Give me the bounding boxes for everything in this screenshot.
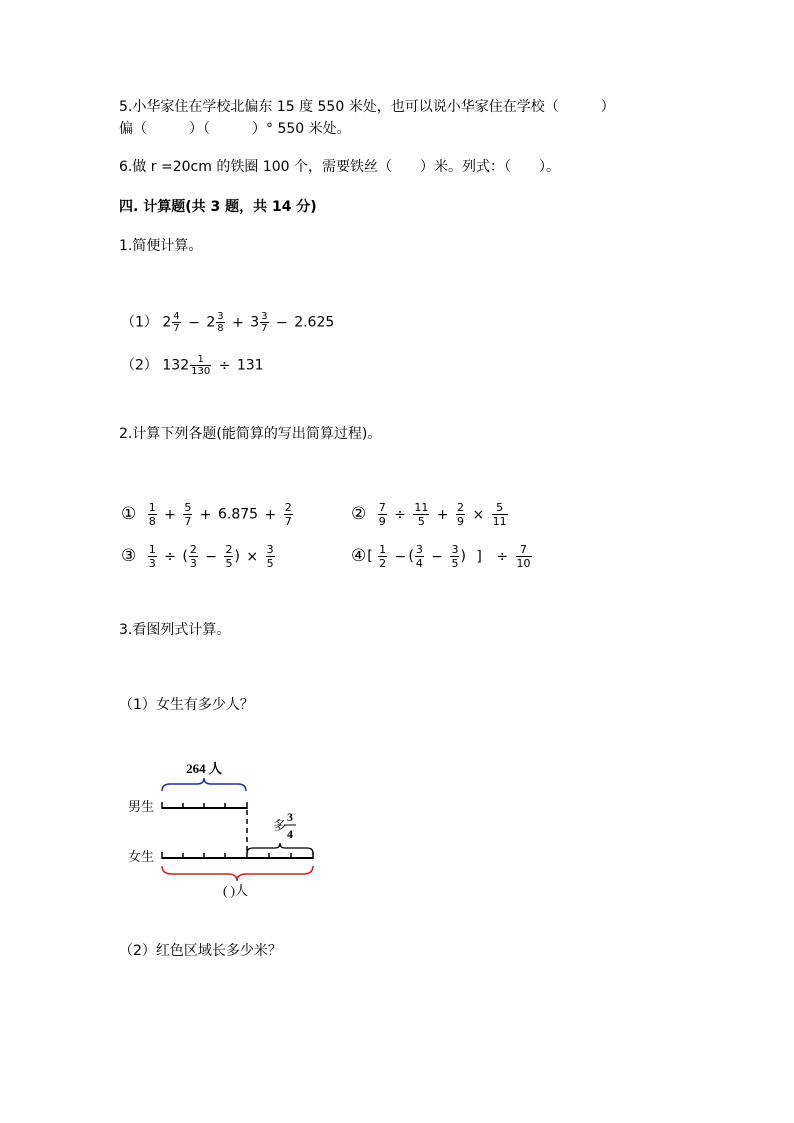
fraction: $\frac{2}{3}$ [189,543,197,570]
item-4 [351,543,533,570]
expr-label: （2） [121,357,158,374]
paren: ) [234,548,240,565]
mixed-whole: 3 [250,314,260,331]
fraction: $\frac{1}{8}$ [148,501,156,528]
fraction: $\frac{3}{8}$ [217,311,224,334]
operator: − [394,548,407,565]
problem-1-title: 1.简便计算。 [119,238,203,254]
operator: + [232,314,244,331]
fraction: $\frac{2}{5}$ [225,543,233,570]
operator: + [436,506,449,523]
operator: ÷ [394,506,406,523]
operator: + [164,506,176,523]
bracket: ] [476,548,482,565]
question-5-line2: 偏（ ）（ ）° 550 米处。 [119,121,351,137]
operator: ÷ [218,357,231,374]
operator: − [431,548,444,565]
fraction: $\frac{5}{11}$ [492,501,507,528]
mixed-whole: 132 [162,357,190,374]
fraction: $\frac{3}{7}$ [261,311,268,334]
item-2 [351,501,509,528]
mixed-whole: 2 [162,314,172,331]
operator: + [264,506,277,523]
fraction: $\frac{1}{130}$ [191,354,211,377]
expr-label: （1） [121,314,158,331]
boys-label: 男生 [128,799,155,814]
number: 131 [236,357,264,374]
paren: ( [408,548,414,565]
more-den: 4 [287,827,293,841]
problem-2-title: 2.计算下列各题(能简算的写出简算过程)。 [119,426,382,442]
decimal: 2.625 [294,314,335,331]
question-5-line1: 5.小华家住在学校北偏东 15 度 550 米处，也可以说小华家住在学校（ ） [119,99,615,115]
mixed-whole: 2 [206,314,216,331]
girls-label: 女生 [128,849,155,864]
operator: − [205,548,217,565]
item-mark: ③ [121,545,137,566]
red-brace [162,866,313,881]
problem-3-title: 3.看图列式计算。 [119,622,231,638]
operator: ÷ [164,548,176,565]
operator: × [246,548,259,565]
item-mark: ② [351,503,367,524]
fraction: $\frac{1}{2}$ [379,543,387,570]
operator: × [472,506,485,523]
more-label: 多 [273,818,287,833]
operator: ÷ [496,548,509,565]
fraction: $\frac{5}{7}$ [184,501,192,528]
expression-1-1 [121,311,334,334]
operator: − [188,314,200,331]
fraction: $\frac{11}{5}$ [414,501,429,528]
item-mark: ① [121,503,137,524]
item-3 [121,543,276,570]
fraction: $\frac{2}{7}$ [284,501,292,528]
fraction: $\frac{1}{3}$ [148,543,156,570]
section-4-title: 四. 计算题(共 3 题，共 14 分) [119,199,317,215]
item-mark: ④ [351,545,367,566]
operator: − [276,314,288,331]
sub-question-2: （2）红色区域长多少米？ [119,943,282,959]
fraction: $\frac{3}{5}$ [451,543,459,570]
fraction: $\frac{4}{7}$ [173,311,180,334]
more-num: 3 [287,810,293,824]
expression-1-2 [121,354,264,377]
paren: ) [460,548,466,565]
more-brace [247,843,313,853]
operator: + [199,506,212,523]
bottom-label: ( )人 [223,883,248,898]
paren: ( [182,548,188,565]
blue-brace [162,778,246,791]
decimal: 6.875 [217,506,259,523]
fraction: $\frac{3}{4}$ [415,543,423,570]
segment-diagram [120,760,340,905]
fraction: $\frac{7}{10}$ [516,543,531,570]
bracket: [ [367,548,373,565]
fraction: $\frac{7}{9}$ [378,501,386,528]
question-6: 6.做 r =20cm 的铁圈 100 个，需要铁丝（ ）米。列式：（ ）。 [119,159,560,175]
fraction: $\frac{2}{9}$ [456,501,464,528]
sub-question-1: （1）女生有多少人？ [119,697,254,713]
fraction: $\frac{3}{5}$ [266,543,274,570]
top-label: 264 人 [186,761,222,776]
item-1 [121,501,294,528]
